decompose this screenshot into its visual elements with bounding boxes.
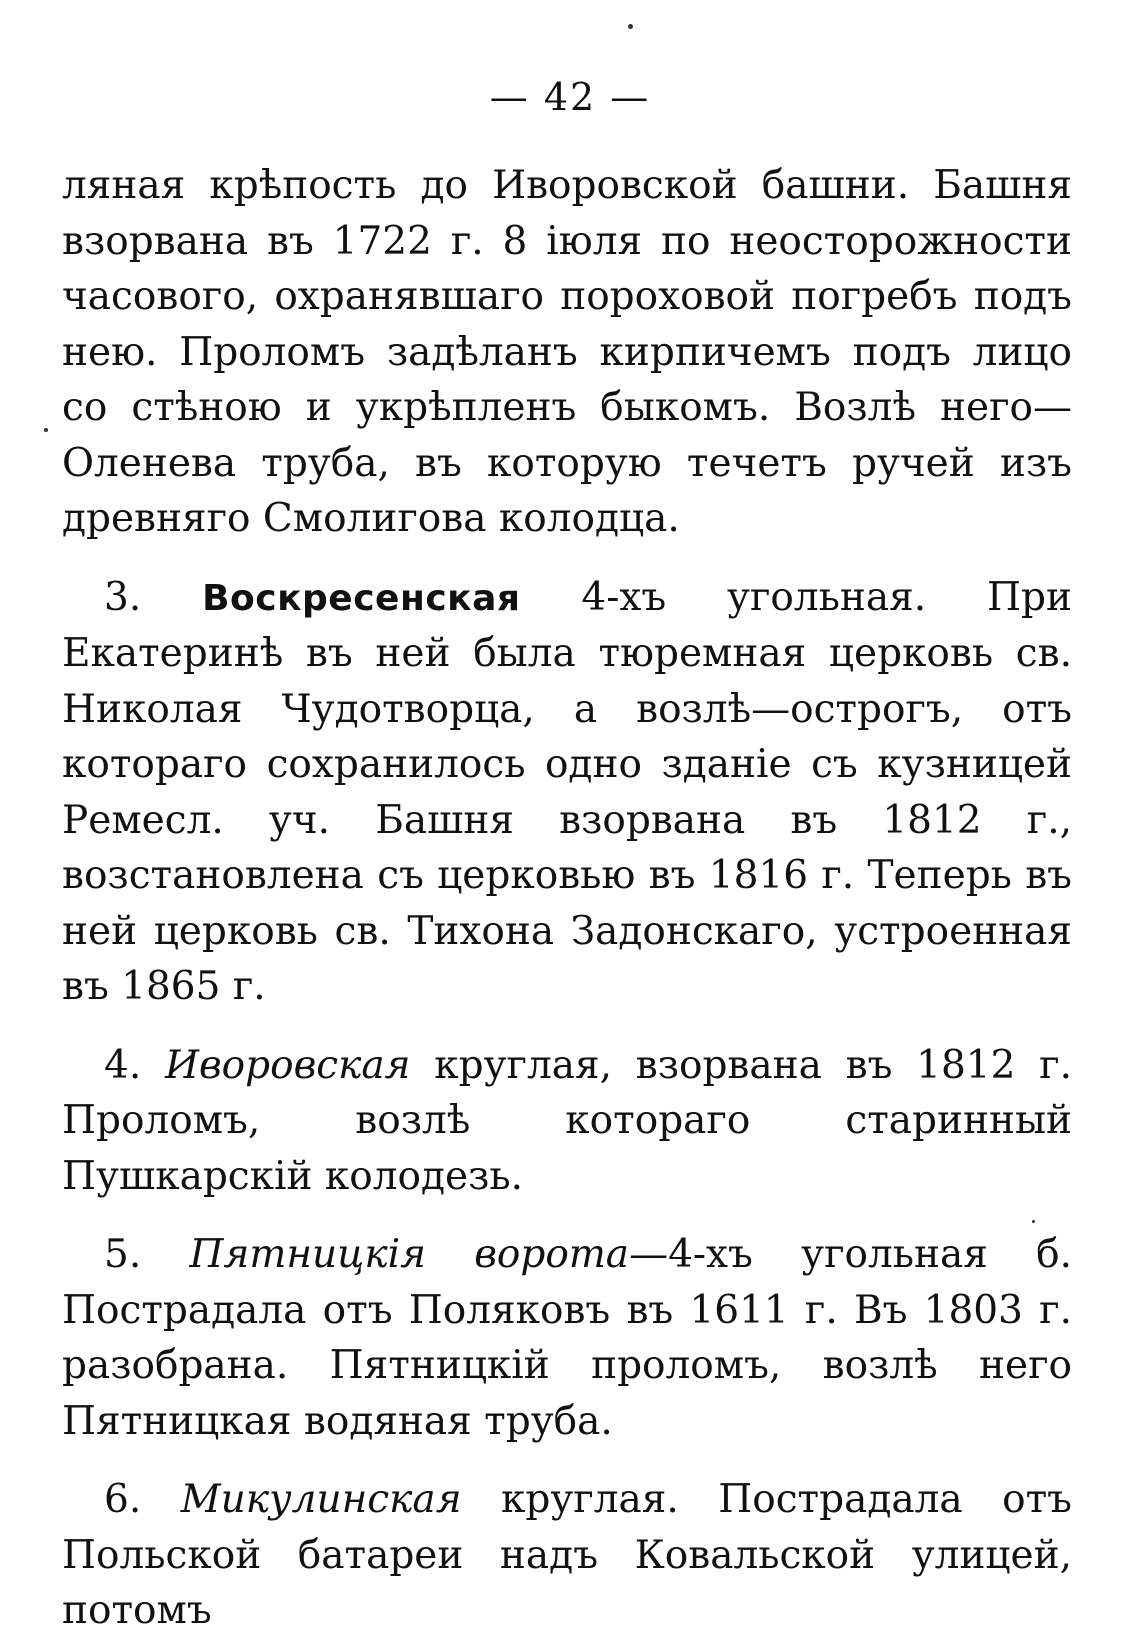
- paragraph-gap: [62, 547, 1072, 570]
- entry-heading: Иворовская: [164, 1042, 411, 1088]
- entry-number: 3.: [104, 574, 142, 620]
- paragraph-text: ляная крѣпость до Иворовской башни. Башня взорвана въ 1722 г. 8 іюля по неосторожности часового, охранявшаго пороховой погребъ подъ нею. Проломъ задѣланъ кирпичемъ подъ лицо со стѣною и укрѣпленъ быкомъ. Возлѣ него— Оленева труба, въ которую течетъ ручей изъ древняго Смолигова колодца.: [62, 163, 1072, 541]
- paragraph-text: круглая, взорвана въ 1812 г. Проломъ, возлѣ котораго старинный Пушкарскій колодезь.: [62, 1042, 1072, 1199]
- entry-number: 5.: [104, 1232, 142, 1277]
- print-speck: [628, 24, 633, 29]
- entry-number: 4.: [104, 1042, 142, 1088]
- page-number: — 42 —: [489, 75, 651, 119]
- paragraph-text: —4-хъ угольная б. Пострадала отъ Поляковъ въ 1611 г. Въ 1803 г. разобрана. Пятницкій проломъ, возлѣ него Пятницкая водяная труба.: [62, 1232, 1072, 1444]
- paragraph-continuation: [62, 158, 1072, 547]
- paragraph-tower-voskresenskaya: [62, 570, 1072, 1015]
- print-speck: [44, 428, 48, 432]
- entry-number: 6.: [104, 1477, 142, 1522]
- print-speck: [1032, 1220, 1035, 1223]
- entry-heading: Микулинская: [180, 1477, 462, 1522]
- paragraph-gap: [62, 1204, 1072, 1227]
- body-text: [62, 158, 1072, 1639]
- entry-heading: Пятницкія ворота: [189, 1232, 630, 1277]
- entry-heading: Воскресенская: [202, 577, 521, 619]
- paragraph-tower-iverskaya: [62, 1038, 1072, 1205]
- paragraph-tower-mikulinskaya: [62, 1472, 1072, 1639]
- paragraph-text: круглая. Пострадала отъ Польской батареи надъ Ковальской улицей, потомъ: [62, 1477, 1072, 1633]
- paragraph-tower-pyatnitskie: [62, 1227, 1072, 1449]
- paragraph-text: 4-хъ угольная. При Екатеринѣ въ ней была тюремная церковь св. Николая Чудотворца, а возлѣ—острогъ, отъ котораго сохранилось одно зданіе съ кузницей Ремесл. уч. Башня взорвана въ 1812 г., возстановлена съ церковью въ 1816 г. Теперь въ ней церковь св. Тихона Задонскаго, устроенная въ 1865 г.: [62, 574, 1072, 1009]
- paragraph-gap: [62, 1449, 1072, 1472]
- paragraph-gap: [62, 1015, 1072, 1038]
